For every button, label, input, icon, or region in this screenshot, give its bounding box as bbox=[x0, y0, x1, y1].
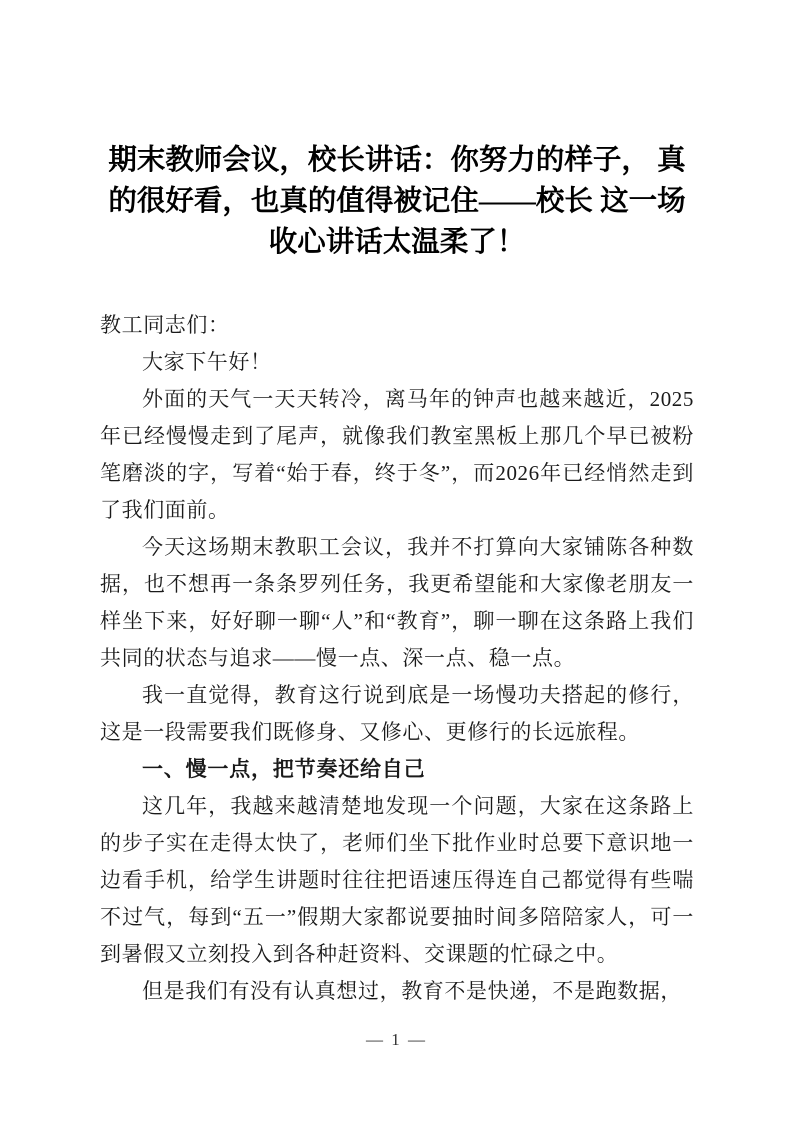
paragraph: 这几年，我越来越清楚地发现一个问题，大家在这条路上的步子实在走得太快了，老师们坐下批作业时总要下意识地一边看手机，给学生讲题时往往把语速压得连自己都觉得有些喘不过气，每到“五一”假期大家都说要抽时间多陪陪家人，可一到暑假又立刻投入到各种赶资料、交课题的忙碌之中。 bbox=[100, 794, 694, 966]
paragraph: 但是我们有没有认真想过，教育不是快递，不是跑数据， bbox=[142, 979, 682, 1003]
salutation: 教工同志们： bbox=[100, 313, 230, 337]
section-heading: 一、慢一点，把节奏还给自己 bbox=[142, 757, 426, 781]
paragraph: 大家下午好！ bbox=[142, 350, 272, 374]
document-body bbox=[100, 307, 694, 1010]
page-title bbox=[100, 140, 694, 263]
paragraph: 我一直觉得，教育这行说到底是一场慢功夫搭起的修行，这是一段需要我们既修身、又修心、更修行的长远旅程。 bbox=[100, 683, 694, 744]
title-line-3: 这一场收心讲话太温柔了！ bbox=[268, 186, 686, 258]
page-content bbox=[100, 140, 694, 1010]
title-line-1: 期末教师会议，校长讲话：你努力的样子， bbox=[108, 145, 650, 176]
title-line-2: 真的很好看，也真的值得被记住——校长 bbox=[108, 145, 686, 217]
page-number: — 1 — bbox=[366, 1030, 427, 1049]
paragraph: 外面的天气一天天转冷，离马年的钟声也越来越近，2025年已经慢慢走到了尾声，就像我们教室黑板上那几个早已被粉笔磨淡的字，写着“始于春，终于冬”，而2026年已经悄然走到了我们面前。 bbox=[100, 387, 694, 522]
paragraph: 今天这场期末教职工会议，我并不打算向大家铺陈各种数据，也不想再一条条罗列任务，我更希望能和大家像老朋友一样坐下来，好好聊一聊“人”和“教育”，聊一聊在这条路上我们共同的状态与追求——慢一点、深一点、稳一点。 bbox=[100, 535, 694, 670]
